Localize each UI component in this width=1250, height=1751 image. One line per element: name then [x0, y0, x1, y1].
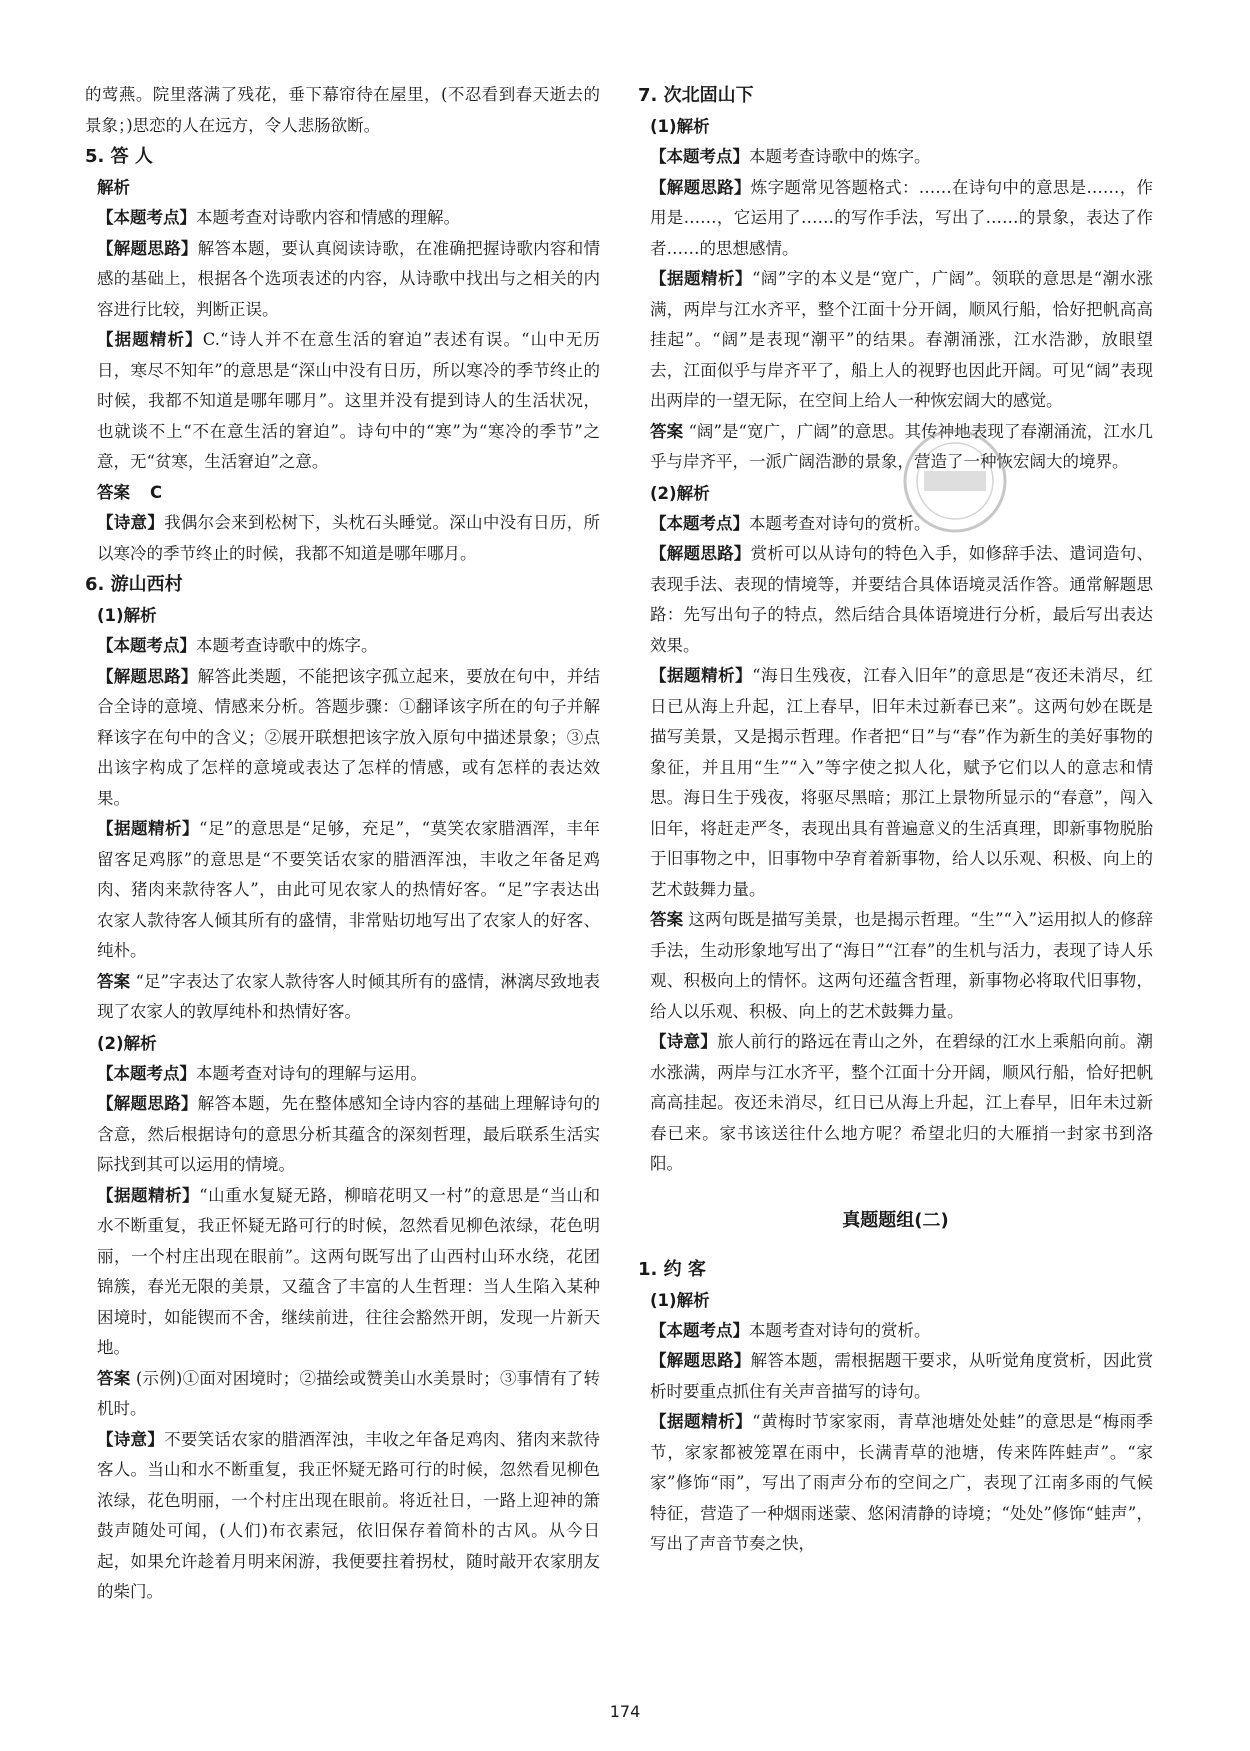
- silu-text: 炼字题常见答题格式：……在诗句中的意思是……，作用是……，它运用了……的写作手法，写出了……的景象，表达了作者……的思想感情。: [650, 177, 1154, 258]
- q7-k2: [638, 509, 1153, 540]
- kaodian-text: 本题考查诗歌中的炼字。: [749, 147, 931, 166]
- question-5-jiexi: 解析: [97, 178, 130, 197]
- silu-tag: 【解题思路】: [97, 666, 198, 686]
- q1-k1: [638, 1316, 1153, 1347]
- q7-a1: [638, 417, 1153, 478]
- q5-silu: [85, 234, 600, 326]
- q6-s2: [85, 1089, 600, 1181]
- shiyi-text: 旅人前行的路远在青山之外，在碧绿的江水上乘船向前。潮水涨满，两岸与江水齐平，整个江面十分开阔，顺风行船，恰好把帆高高挂起。夜还未消尽，红日已从海上升起，江上春早，旧年未过新春已来。家书该送往什么地方呢？希望北归的大雁捎一封家书到洛阳。: [650, 1032, 1154, 1173]
- kaodian-text: 本题考查对诗句的理解与运用。: [196, 1063, 427, 1083]
- question-7: [638, 80, 1153, 1180]
- jingxi-text: “山重水复疑无路，柳暗花明又一村”的意思是“当山和水不断重复，我正怀疑无路可行的时候，忽然看见柳色浓绿，花色明丽，一个村庄出现在眼前”。这两句既写出了山西村山环水绕，花团锦簇，春光无限的美景，又蕴含了丰富的人生哲理：当人生陷入某种困境时，如能锲而不舍，继续前进，往往会豁然开朗，发现一片新天地。: [97, 1185, 600, 1357]
- jingxi-tag: 【据题精析】: [97, 330, 203, 349]
- silu-tag: 【解题思路】: [97, 238, 198, 258]
- question-7-sub1: (1)解析: [650, 117, 710, 136]
- answer-tag: 答案: [650, 910, 684, 929]
- kaodian-tag: 【本题考点】: [97, 636, 196, 655]
- jingxi-text: “海日生残夜，江春入旧年”的意思是“夜还未消尽，红日已从海上升起，江上春早，旧年未过新春已来”。这两句妙在既是描写美景，又是揭示哲理。作者把“日”与“春”作为新生的美好事物的象征，并且用“生”“入”等字使之拟人化，赋予它们以人的意志和情思。海日生于残夜，将驱尽黑暗；那江上景物所显示的“春意”，闯入旧年，将赶走严冬，表现出具有普遍意义的生活真理，即新事物脱胎于旧事物之中，旧事物中孕育着新事物，给人以乐观、积极、向上的艺术鼓舞力量。: [650, 666, 1153, 899]
- kaodian-tag: 【本题考点】: [650, 513, 749, 533]
- answer-text: “阔”是“宽广，广阔”的意思。其传神地表现了春潮涌流，江水几乎与岸齐平，一派广阔浩渺的景象，营造了一种恢宏阔大的境界。: [650, 421, 1153, 471]
- silu-tag: 【解题思路】: [650, 177, 751, 197]
- answer-tag: 答案: [650, 421, 684, 441]
- kaodian-text: 本题考查对诗歌内容和情感的理解。: [196, 208, 460, 227]
- question-5: [85, 141, 600, 569]
- kaodian-tag: 【本题考点】: [650, 147, 749, 166]
- answer-text: (示例)①面对困境时；②描绘或赞美山水美景时；③事情有了转机时。: [97, 1368, 601, 1418]
- answer-tag: 答案: [97, 1368, 131, 1388]
- jingxi-text: “足”的意思是“足够，充足”，“莫笑农家腊酒浑，丰年留客足鸡豚”的意思是“不要笑话农家的腊酒浑浊，丰收之年备足鸡肉、猪肉来款待客人”，由此可见农家人的热情好客。“足”字表达出农家人款待客人倾其所有的盛情，非常贴切地写出了农家人的好客、纯朴。: [97, 819, 600, 960]
- jingxi-tag: 【据题精析】: [650, 666, 753, 685]
- silu-tag: 【解题思路】: [650, 1351, 751, 1370]
- q6-j1: [85, 814, 600, 967]
- q7-j2: [638, 661, 1153, 905]
- page-number: 174: [609, 1702, 641, 1721]
- kaodian-text: 本题考查对诗句的赏析。: [749, 513, 931, 533]
- q6-s1: [85, 662, 600, 815]
- shiyi-tag: 【诗意】: [97, 1429, 165, 1449]
- q7-shiyi: [638, 1027, 1153, 1180]
- shiyi-text: 我偶尔会来到松树下，头枕石头睡觉。深山中没有日历，所以寒冷的季节终止的时候，我都不知道是哪年哪月。: [97, 513, 601, 563]
- jingxi-tag: 【据题精析】: [97, 819, 199, 838]
- kaodian-text: 本题考查对诗句的赏析。: [749, 1320, 931, 1340]
- answer-tag: 答案: [97, 482, 130, 502]
- question-6-sub1: (1)解析: [97, 606, 157, 625]
- silu-text: 解答本题，先在整体感知全诗内容的基础上理解诗句的含意，然后根据诗句的意思分析其蕴含的深刻哲理，最后联系生活实际找到其可以运用的情境。: [97, 1094, 601, 1174]
- answer-text: 这两句既是描写美景，也是揭示哲理。“生”“入”运用拟人的修辞手法，生动形象地写出了“海日”“江春”的生机与活力，表现了诗人乐观、积极向上的情怀。这两句还蕴含哲理，新事物必将取代旧事物，给人以乐观、积极、向上的艺术鼓舞力量。: [650, 910, 1154, 1021]
- q6-k2: [85, 1059, 600, 1090]
- q6-a2: [85, 1364, 600, 1425]
- left-column: [85, 80, 600, 1608]
- jingxi-text: “阔”字的本义是“宽广，广阔”。领联的意思是“潮水涨满，两岸与江水齐平，整个江面十分开阔，顺风行船，恰好把帆高高挂起”。“阔”是表现“潮平”的结果。春潮涌涨，江水浩渺，放眼望去，江面似乎与岸齐平了，船上人的视野也因此开阔。可见“阔”表现出两岸的一望无际，在空间上给人一种恢宏阔大的感觉。: [650, 269, 1153, 410]
- q6-j2: [85, 1181, 600, 1364]
- q1-s1: [638, 1346, 1153, 1407]
- jingxi-tag: 【据题精析】: [650, 269, 752, 288]
- q7-s1: [638, 173, 1153, 265]
- answer-tag: 答案: [97, 971, 131, 991]
- right-column: [638, 80, 1153, 1560]
- silu-text: 解答本题，需根据题干要求，从听觉角度赏析，因此赏析时要重点抓住有关声音描写的诗句。: [650, 1351, 1154, 1401]
- q7-a2: [638, 905, 1153, 1027]
- question-6: [85, 569, 600, 1608]
- kaodian-tag: 【本题考点】: [97, 208, 196, 227]
- q5-answer: [85, 478, 600, 509]
- jingxi-text: C.“诗人并不在意生活的窘迫”表述有误。“山中无历日，寒尽不知年”的意思是“深山中没有日历，所以寒冷的季节终止的时候，我都不知道是哪年哪月”。这里并没有提到诗人的生活状况，也就谈不上“不在意生活的窘迫”。诗句中的“寒”为“寒冷的季节”之意，无“贫寒，生活窘迫”之意。: [97, 330, 600, 471]
- q5-jingxi: [85, 325, 600, 478]
- q6-k1: [85, 631, 600, 662]
- section-title: 真题题组(二): [842, 1209, 949, 1231]
- q1-j1: [638, 1407, 1153, 1560]
- answer-text: “足”字表达了农家人款待客人时倾其所有的盛情，淋漓尽致地表现了农家人的敦厚纯朴和热情好客。: [97, 971, 601, 1021]
- question-1-sub1: (1)解析: [650, 1290, 710, 1310]
- q6-shiyi: [85, 1425, 600, 1608]
- question-6-sub2: (2)解析: [97, 1033, 157, 1053]
- jingxi-tag: 【据题精析】: [97, 1185, 200, 1205]
- jingxi-text: “黄梅时节家家雨，青草池塘处处蛙”的意思是“梅雨季节，家家都被笼罩在雨中，长满青草的池塘，传来阵阵蛙声”。“家家”修饰“雨”，写出了雨声分布的空间之广，表现了江南多雨的气候特征，营造了一种烟雨迷蒙、悠闲清静的诗境；“处处”修饰“蛙声”，写出了声音节奏之快，: [650, 1412, 1153, 1553]
- shiyi-tag: 【诗意】: [97, 513, 165, 532]
- shiyi-text: 不要笑话农家的腊酒浑浊，丰收之年备足鸡肉、猪肉来款待客人。当山和水不断重复，我正怀疑无路可行的时候，忽然看见柳色浓绿，花色明丽，一个村庄出现在眼前。将近社日，一路上迎神的箫鼓声随处可闻，(人们)布衣素冠，依旧保存着简朴的古风。从今日起，如果允许趁着月明来闲游，我便要拄着拐杖，随时敲开农家朋友的柴门。: [97, 1429, 601, 1601]
- question-6-heading: 6. 游山西村: [85, 574, 183, 595]
- question-1: [638, 1254, 1153, 1560]
- q7-s2: [638, 539, 1153, 661]
- question-1-heading: 1. 约 客: [638, 1258, 706, 1280]
- answer-value: C: [150, 482, 163, 502]
- silu-text: 解答本题，要认真阅读诗歌，在准确把握诗歌内容和情感的基础上，根据各个选项表述的内容，从诗歌中找出与之相关的内容进行比较，判断正误。: [97, 238, 601, 319]
- question-7-heading: 7. 次北固山下: [638, 85, 754, 106]
- q6-a1: [85, 967, 600, 1028]
- kaodian-tag: 【本题考点】: [650, 1320, 749, 1340]
- q7-j1: [638, 264, 1153, 417]
- question-5-heading: 5. 答 人: [85, 146, 153, 167]
- intro-paragraph: 的莺燕。院里落满了残花，垂下幕帘待在屋里，(不忍看到春天逝去的景象；)思恋的人在远方，令人悲肠欲断。: [85, 85, 600, 135]
- kaodian-tag: 【本题考点】: [97, 1063, 196, 1083]
- q5-shiyi: [85, 508, 600, 569]
- jingxi-tag: 【据题精析】: [650, 1412, 753, 1431]
- silu-text: 赏析可以从诗句的特色入手，如修辞手法、遣词造句、表现手法、表现的情境等，并要结合具体语境灵活作答。通常解题思路：先写出句子的特点，然后结合具体语境进行分析，最后写出表达效果。: [650, 544, 1154, 655]
- q7-k1: [638, 142, 1153, 173]
- question-7-sub2: (2)解析: [650, 483, 710, 503]
- silu-tag: 【解题思路】: [97, 1094, 198, 1113]
- silu-text: 解答此类题，不能把该字孤立起来，要放在句中，并结合全诗的意境、情感来分析。答题步骤：①翻译该字所在的句子并解释该字在句中的含义；②展开联想把该字放入原句中描述景象；③点出该字构成了怎样的意境或表达了怎样的情感，或有怎样的表达效果。: [97, 666, 601, 808]
- q5-kaodian: [85, 203, 600, 234]
- kaodian-text: 本题考查诗歌中的炼字。: [196, 636, 378, 655]
- silu-tag: 【解题思路】: [650, 544, 751, 563]
- watermark-stamp-icon: [900, 426, 1010, 536]
- shiyi-tag: 【诗意】: [650, 1032, 718, 1051]
